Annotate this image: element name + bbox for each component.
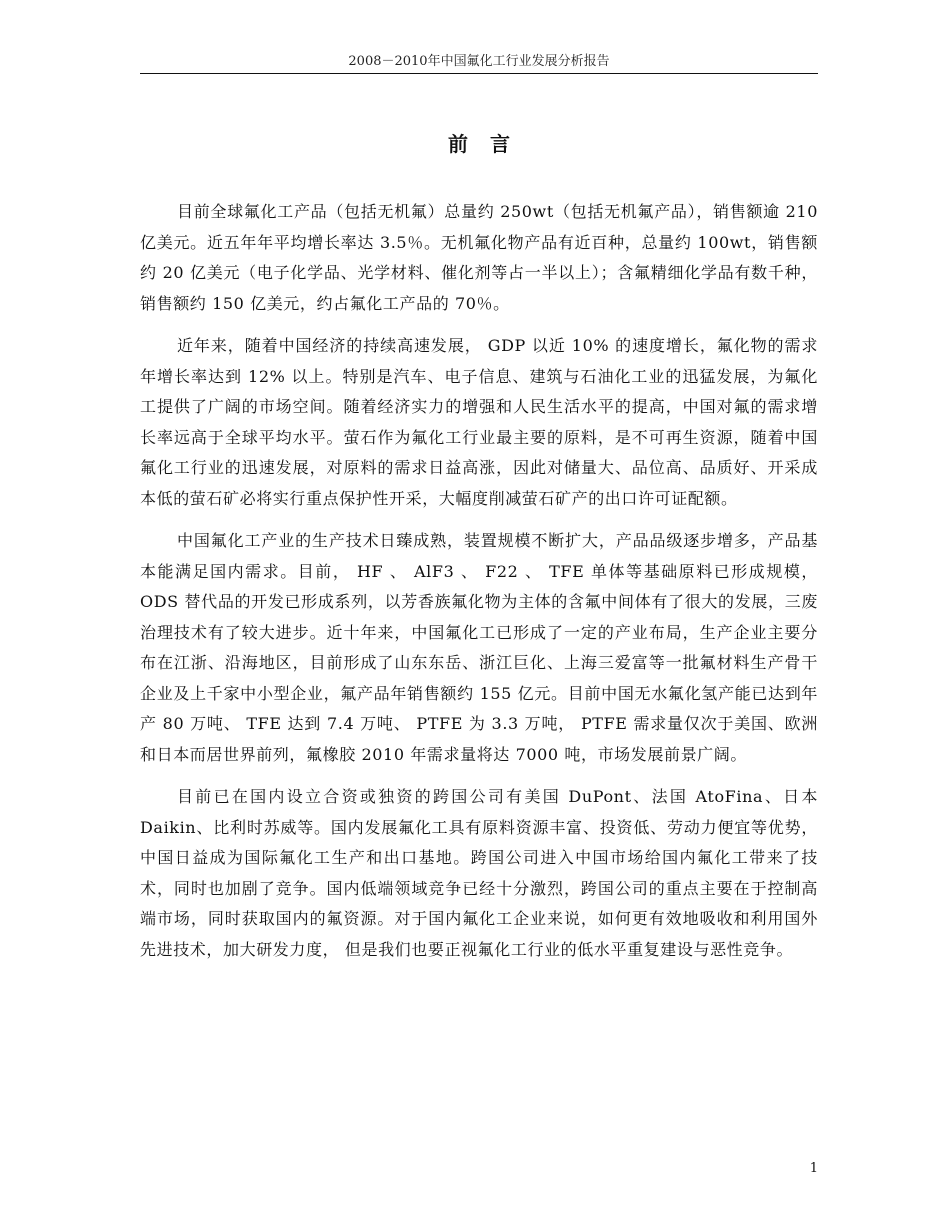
header-divider [140, 73, 818, 74]
paragraph-1: 目前全球氟化工产品（包括无机氟）总量约 250wt（包括无机氟产品），销售额逾 210 亿美元。近五年年平均增长率达 3.5％。无机氟化物产品有近百种，总量约 100wt，销售额约 20 亿美元（电子化学品、光学材料、催化剂等占一半以上）；含氟精细化学品有数千种，销售额约 150 亿美元，约占氟化工产品的 70％。 [140, 202, 818, 313]
body-text [140, 197, 818, 977]
paragraph-3: 中国氟化工产业的生产技术日臻成熟，装置规模不断扩大，产品品级逐步增多，产品基本能满足国内需求。目前， HF 、 AlF3 、 F22 、 TFE 单体等基础原料已形成规模， ODS 替代品的开发已形成系列，以芳香族氟化物为主体的含氟中间体有了很大的发展，三废治理技术有了较大进步。近十年来，中国氟化工已形成了一定的产业布局，生产企业主要分布在江浙、沿海地区，目前形成了山东东岳、浙江巨化、上海三爱富等一批氟材料生产骨干企业及上千家中小型企业，氟产品年销售额约 155 亿元。目前中国无水氟化氢产能已达到年产 80 万吨、 TFE 达到 7.4 万吨、 PTFE 为 3.3 万吨， PTFE 需求量仅次于美国、欧洲和日本而居世界前列，氟橡胶 2010 年需求量将达 7000 吨，市场发展前景广阔。 [140, 531, 818, 764]
page-number: 1 [809, 1161, 818, 1176]
page-title: 前言 [448, 132, 532, 156]
paragraph-2: 近年来，随着中国经济的持续高速发展， GDP 以近 10% 的速度增长，氟化物的需求年增长率达到 12% 以上。特别是汽车、电子信息、建筑与石油化工业的迅猛发展，为氟化工提供了广阔的市场空间。随着经济实力的增强和人民生活水平的提高，中国对氟的需求增长率远高于全球平均水平。萤石作为氟化工行业最主要的原料，是不可再生资源，随着中国氟化工行业的迅速发展，对原料的需求日益高涨，因此对储量大、品位高、品质好、开采成本低的萤石矿必将实行重点保护性开采，大幅度削减萤石矿产的出口许可证配额。 [140, 336, 818, 508]
paragraph-4: 目前已在国内设立合资或独资的跨国公司有美国 DuPont、法国 AtoFina、日本 Daikin、比利时苏威等。国内发展氟化工具有原料资源丰富、投资低、劳动力便宜等优势，中国日益成为国际氟化工生产和出口基地。跨国公司进入中国市场给国内氟化工带来了技术，同时也加剧了竞争。国内低端领域竞争已经十分激烈，跨国公司的重点主要在于控制高端市场，同时获取国内的氟资源。对于国内氟化工企业来说，如何更有效地吸收和利用国外先进技术，加大研发力度， 但是我们也要正视氟化工行业的低水平重复建设与恶性竞争。 [140, 787, 818, 959]
running-header: 2008－2010年中国氟化工行业发展分析报告 [348, 54, 610, 69]
